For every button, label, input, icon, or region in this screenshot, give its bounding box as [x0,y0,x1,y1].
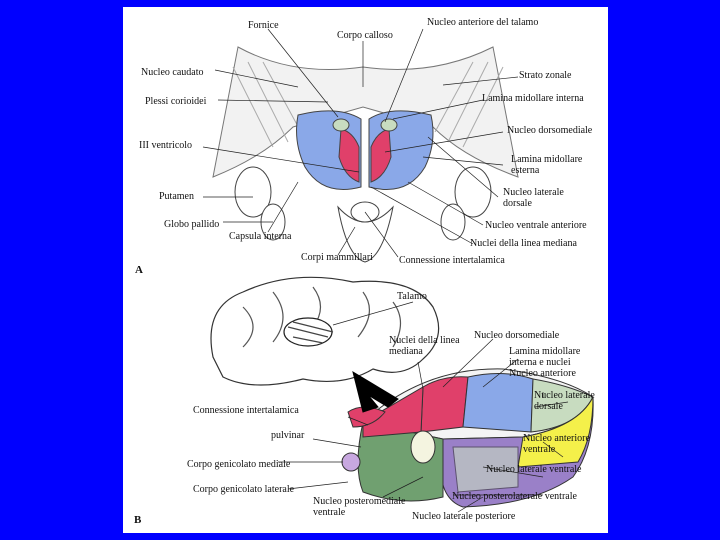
label-lamina-midollare-interna: Lamina midollare interna [482,93,584,104]
label-nucleo-laterale-ventrale: Nucleo laterale ventrale [486,464,582,475]
label-fornice: Fornice [248,20,279,31]
label-nucleo-dorsomediale-b: Nucleo dorsomediale [474,330,560,341]
label-nucleo-dorsomediale-a: Nucleo dorsomediale [507,125,593,136]
label-nucleo-caudato: Nucleo caudato [141,67,204,78]
label-iii-ventricolo: III ventricolo [139,140,193,151]
label-talamo: Talamo [397,291,427,302]
label-corpi-mammillari: Corpi mammillari [301,252,373,263]
label-strato-zonale: Strato zonale [519,70,572,81]
panel-letter-b: B [134,514,142,526]
label-corpo-genicolato-laterale: Corpo genicolato laterale [193,484,295,495]
label-nucleo-laterale-dorsale-b: Nucleo laterale dorsale [534,390,595,412]
figure-panel [123,7,608,533]
label-nucleo-laterale-dorsale-a: Nucleo laterale dorsale [503,187,564,209]
label-capsula-interna: Capsula interna [229,231,292,242]
label-connessione-intertalamica-b: Connessione intertalamica [193,405,299,416]
label-pulvinar: pulvinar [271,430,305,441]
label-nucleo-anteriore-talamo: Nucleo anteriore del talamo [427,17,539,28]
label-nucleo-posterolaterale-ventrale: Nucleo posterolaterale ventrale [452,491,577,502]
panel-letter-a: A [135,264,143,276]
label-nucleo-anteriore-ventrale: Nucleo anteriore ventrale [523,433,590,455]
anterior-nucleus-left [333,119,349,131]
label-corpo-genicolato-mediale: Corpo genicolato mediale [187,459,291,470]
anterior-nucleus-right [381,119,397,131]
label-lamina-midollare-interna-nuclei: Lamina midollare interna e nuclei Nucleo anteriore [509,346,581,379]
label-plessi-corioidei: Plessi corioidei [145,96,207,107]
label-nucleo-laterale-posteriore: Nucleo laterale posteriore [412,511,516,522]
label-connessione-intertalamica-a: Connessione intertalamica [399,255,505,266]
label-nucleo-posteromediale-ventrale: Nucleo posteromediale ventrale [313,496,406,518]
label-nuclei-linea-mediana-b: Nuclei della linea mediana [389,335,460,357]
label-lamina-midollare-esterna: Lamina midollare esterna [511,154,583,176]
label-nucleo-ventrale-anteriore: Nucleo ventrale anteriore [485,220,587,231]
label-corpo-calloso: Corpo calloso [337,30,393,41]
label-globo-pallido: Globo pallido [164,219,220,230]
label-putamen: Putamen [159,191,194,202]
label-nuclei-linea-mediana-a: Nuclei della linea mediana [470,238,577,249]
